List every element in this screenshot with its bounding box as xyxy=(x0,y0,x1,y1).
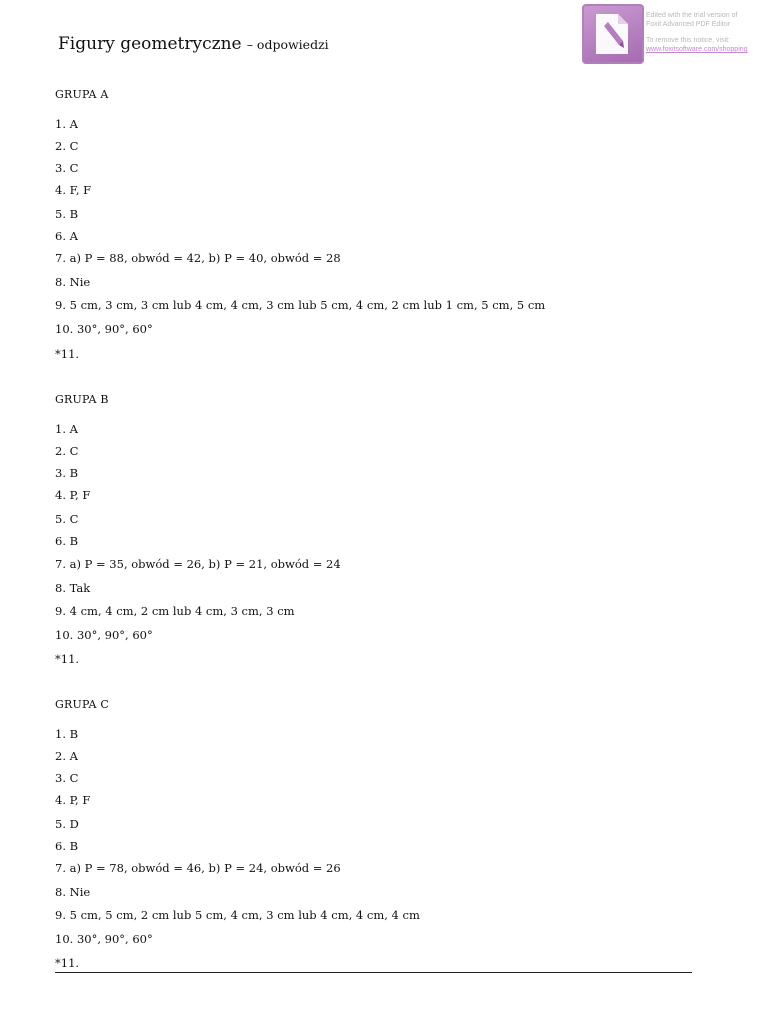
group-b-section xyxy=(55,393,715,666)
bottom-divider xyxy=(55,972,692,973)
group-a-section xyxy=(55,88,715,361)
answer-item: 10. 30°, 90°, 60° xyxy=(55,932,153,946)
answer-item: 10. 30°, 90°, 60° xyxy=(55,628,153,642)
answer-item: 5. C xyxy=(55,512,79,526)
answer-item: 7. a) P = 35, obwód = 26, b) P = 21, obwód = 24 xyxy=(55,557,341,571)
answer-item: 6. B xyxy=(55,839,79,853)
answer-item: 3. B xyxy=(55,466,79,480)
answer-item: 4. P, F xyxy=(55,488,91,502)
document-title: Figury geometryczne xyxy=(58,34,242,54)
answer-item: *11. xyxy=(55,956,80,970)
group-heading: GRUPA A xyxy=(55,88,109,101)
answer-item: 1. A xyxy=(55,422,78,436)
trial-watermark xyxy=(582,4,764,64)
answer-item: 2. C xyxy=(55,139,79,153)
answer-item: *11. xyxy=(55,347,80,361)
group-c-section xyxy=(55,698,715,970)
answer-item: 7. a) P = 88, obwód = 42, b) P = 40, obwód = 28 xyxy=(55,251,341,265)
answer-item: 7. a) P = 78, obwód = 46, b) P = 24, obwód = 26 xyxy=(55,861,341,875)
watermark-text: Edited with the trial version of Foxit Advanced PDF Editor xyxy=(646,12,738,28)
answer-item: 2. C xyxy=(55,444,79,458)
answer-item: 6. A xyxy=(55,229,78,243)
answer-item: 4. P, F xyxy=(55,793,91,807)
answer-item: 1. B xyxy=(55,727,79,741)
answer-item: 8. Nie xyxy=(55,275,91,289)
answer-item: 10. 30°, 90°, 60° xyxy=(55,322,153,336)
answer-item: 5. D xyxy=(55,817,79,831)
answer-item: 9. 5 cm, 5 cm, 2 cm lub 5 cm, 4 cm, 3 cm lub 4 cm, 4 cm, 4 cm xyxy=(55,908,420,922)
document-subtitle: – odpowiedzi xyxy=(246,37,329,52)
answer-item: 9. 5 cm, 3 cm, 3 cm lub 4 cm, 4 cm, 3 cm lub 5 cm, 4 cm, 2 cm lub 1 cm, 5 cm, 5 cm xyxy=(55,298,546,312)
answer-item: 9. 4 cm, 4 cm, 2 cm lub 4 cm, 3 cm, 3 cm xyxy=(55,604,295,618)
pdf-editor-pencil-icon xyxy=(582,4,644,64)
answer-item: 3. C xyxy=(55,161,79,175)
answer-item: 8. Tak xyxy=(55,581,91,595)
answer-item: 5. B xyxy=(55,207,79,221)
page-title xyxy=(58,34,329,54)
answer-item: 6. B xyxy=(55,534,79,548)
answer-item: 3. C xyxy=(55,771,79,785)
answer-item: 1. A xyxy=(55,117,78,131)
group-heading: GRUPA C xyxy=(55,698,109,711)
answer-item: 8. Nie xyxy=(55,885,91,899)
answer-item: *11. xyxy=(55,652,80,666)
answer-item: 2. A xyxy=(55,749,78,763)
group-heading: GRUPA B xyxy=(55,393,109,406)
watermark-notice: To remove this notice, visit: xyxy=(646,37,731,44)
watermark-link[interactable]: www.foxitsoftware.com/shopping xyxy=(646,46,748,53)
answer-item: 4. F, F xyxy=(55,183,92,197)
